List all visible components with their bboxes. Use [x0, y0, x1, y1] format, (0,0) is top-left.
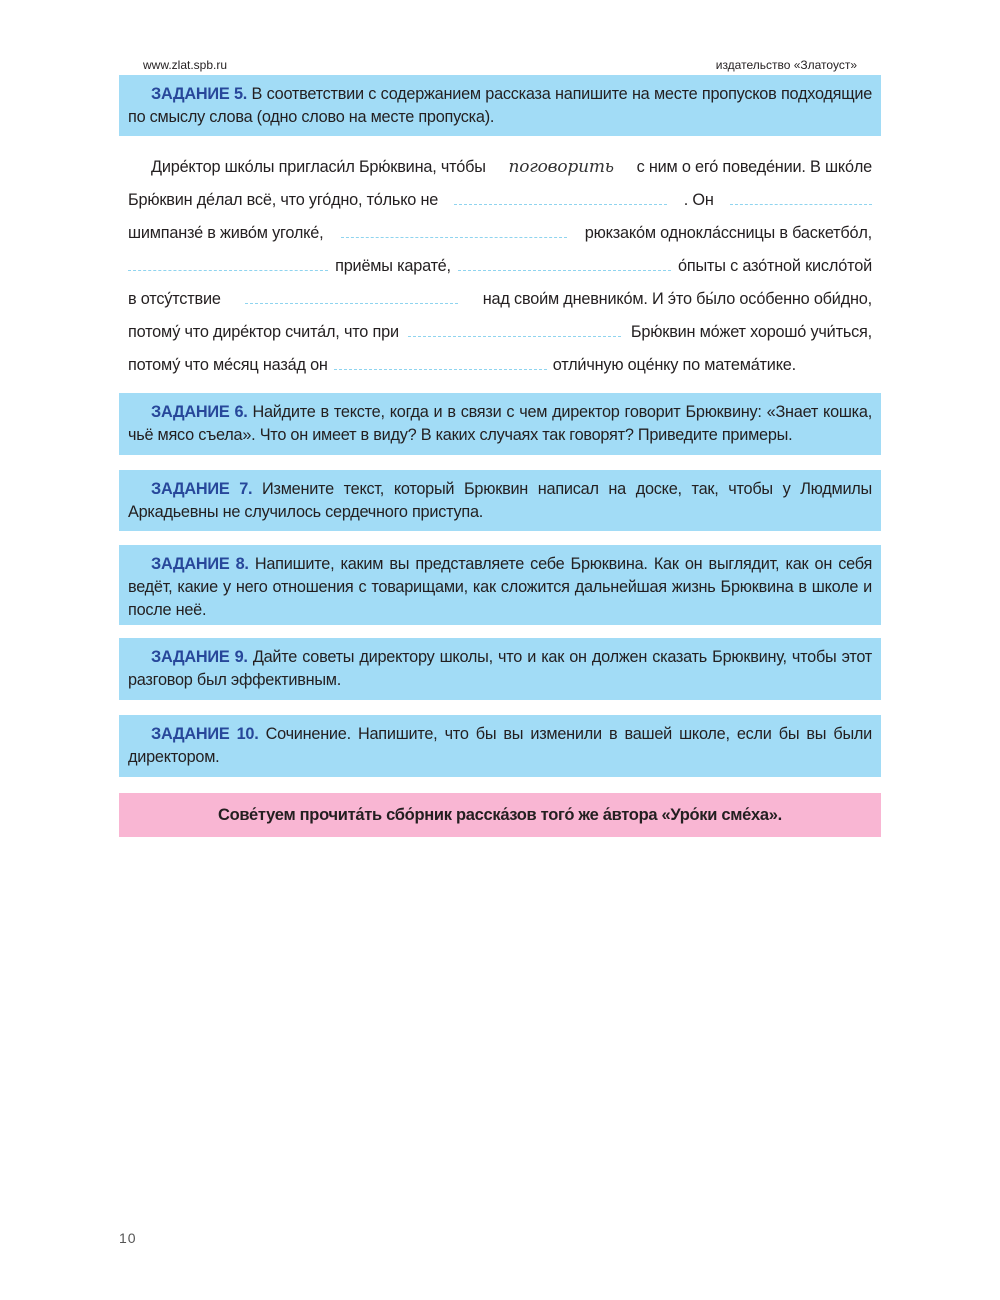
task-label: ЗАДАНИЕ 10.	[151, 725, 259, 743]
task-label: ЗАДАНИЕ 5.	[151, 85, 248, 103]
paragraph-text: Брю́квин мо́жет хорошо́ учи́ться,	[630, 323, 872, 341]
task-text: Измените текст, который Брюквин написал на доске, так, чтобы у Людмилы Аркадьевны не случилось сердечного приступа.	[128, 480, 872, 521]
paragraph-text: над свои́м дневнико́м. И э́то бы́ло осо́бенно оби́дно,	[482, 290, 872, 308]
task-5-box	[119, 75, 881, 136]
task-text: Найдите в тексте, когда и в связи с чем директор говорит Брюквину: «Знает кошка, чьё мясо съела». Что он имеет в виду? В каких случаях так говорят? Приведите примеры.	[128, 403, 872, 444]
paragraph-text: . Он	[683, 191, 714, 209]
fill-in-paragraph	[128, 154, 872, 385]
paragraph-text: с ним о его́ поведе́нии. В шко́ле	[636, 158, 872, 176]
answer-blank[interactable]	[408, 322, 621, 337]
answer-blank[interactable]	[334, 355, 547, 370]
task-text: Напишите, каким вы представляете себе Брюквина. Как он выглядит, как он себя ведёт, какие у него отношения с товарищами, как сложится дальнейшая жизнь Брюквина в школе и после неё.	[128, 555, 873, 619]
paragraph-line	[128, 253, 872, 286]
paragraph-text: отли́чную оце́нку по матема́тике.	[552, 356, 796, 374]
task-8-box	[119, 545, 881, 625]
task-label: ЗАДАНИЕ 9.	[151, 648, 248, 666]
task-text: Дайте советы директору школы, что и как он должен сказать Брюквину, чтобы этот разговор был эффективным.	[128, 648, 872, 689]
answer-blank[interactable]	[454, 190, 667, 205]
task-9-box	[119, 638, 881, 700]
answer-blank[interactable]	[128, 256, 328, 271]
paragraph-line	[128, 286, 872, 319]
paragraph-line	[128, 154, 872, 187]
paragraph-text: шимпанзе́ в живо́м уголке́,	[128, 224, 324, 242]
answer-blank[interactable]	[458, 256, 671, 271]
publisher-name: издательство «Златоуст»	[715, 58, 857, 72]
paragraph-line	[128, 319, 872, 352]
paragraph-text: о́пыты с азо́тной кисло́той	[678, 257, 872, 275]
task-label: ЗАДАНИЕ 8.	[151, 555, 249, 573]
paragraph-text: рюкзако́м однокла́ссницы в баскетбо́л,	[584, 224, 872, 242]
task-text: В соответствии с содержанием рассказа напишите на месте пропусков подходящие по смыслу слова (одно слово на месте пропуска).	[128, 85, 873, 126]
paragraph-text: потому́ что дире́ктор счита́л, что при	[128, 323, 399, 341]
answer-blank[interactable]	[730, 190, 872, 205]
paragraph-text: приёмы карате́,	[335, 257, 451, 275]
task-10-box	[119, 715, 881, 777]
answer-blank[interactable]	[341, 223, 567, 238]
paragraph-text: Дире́ктор шко́лы пригласи́л Брю́квина, что́бы	[151, 158, 486, 176]
task-7-box	[119, 470, 881, 531]
paragraph-text: Брю́квин де́лал всё, что уго́дно, то́лько не	[128, 191, 439, 209]
paragraph-line	[128, 187, 872, 220]
task-label: ЗАДАНИЕ 6.	[151, 403, 248, 421]
paragraph-text: потому́ что ме́сяц наза́д он	[128, 356, 328, 374]
paragraph-line	[128, 220, 872, 253]
page-number: 10	[119, 1230, 137, 1246]
reading-recommendation: Сове́туем прочита́ть сбо́рник расска́зов того́ же а́втора «Уро́ки сме́ха».	[119, 793, 881, 837]
paragraph-text: в отсу́тствие	[128, 290, 221, 308]
task-label: ЗАДАНИЕ 7.	[151, 480, 253, 498]
task-6-box	[119, 393, 881, 455]
site-url: www.zlat.spb.ru	[143, 58, 228, 72]
task-text: Сочинение. Напишите, что бы вы изменили в вашей школе, если бы вы были директором.	[128, 725, 872, 766]
handwritten-answer: поговорить	[508, 157, 614, 177]
paragraph-line	[128, 352, 872, 385]
answer-blank[interactable]	[245, 289, 458, 304]
